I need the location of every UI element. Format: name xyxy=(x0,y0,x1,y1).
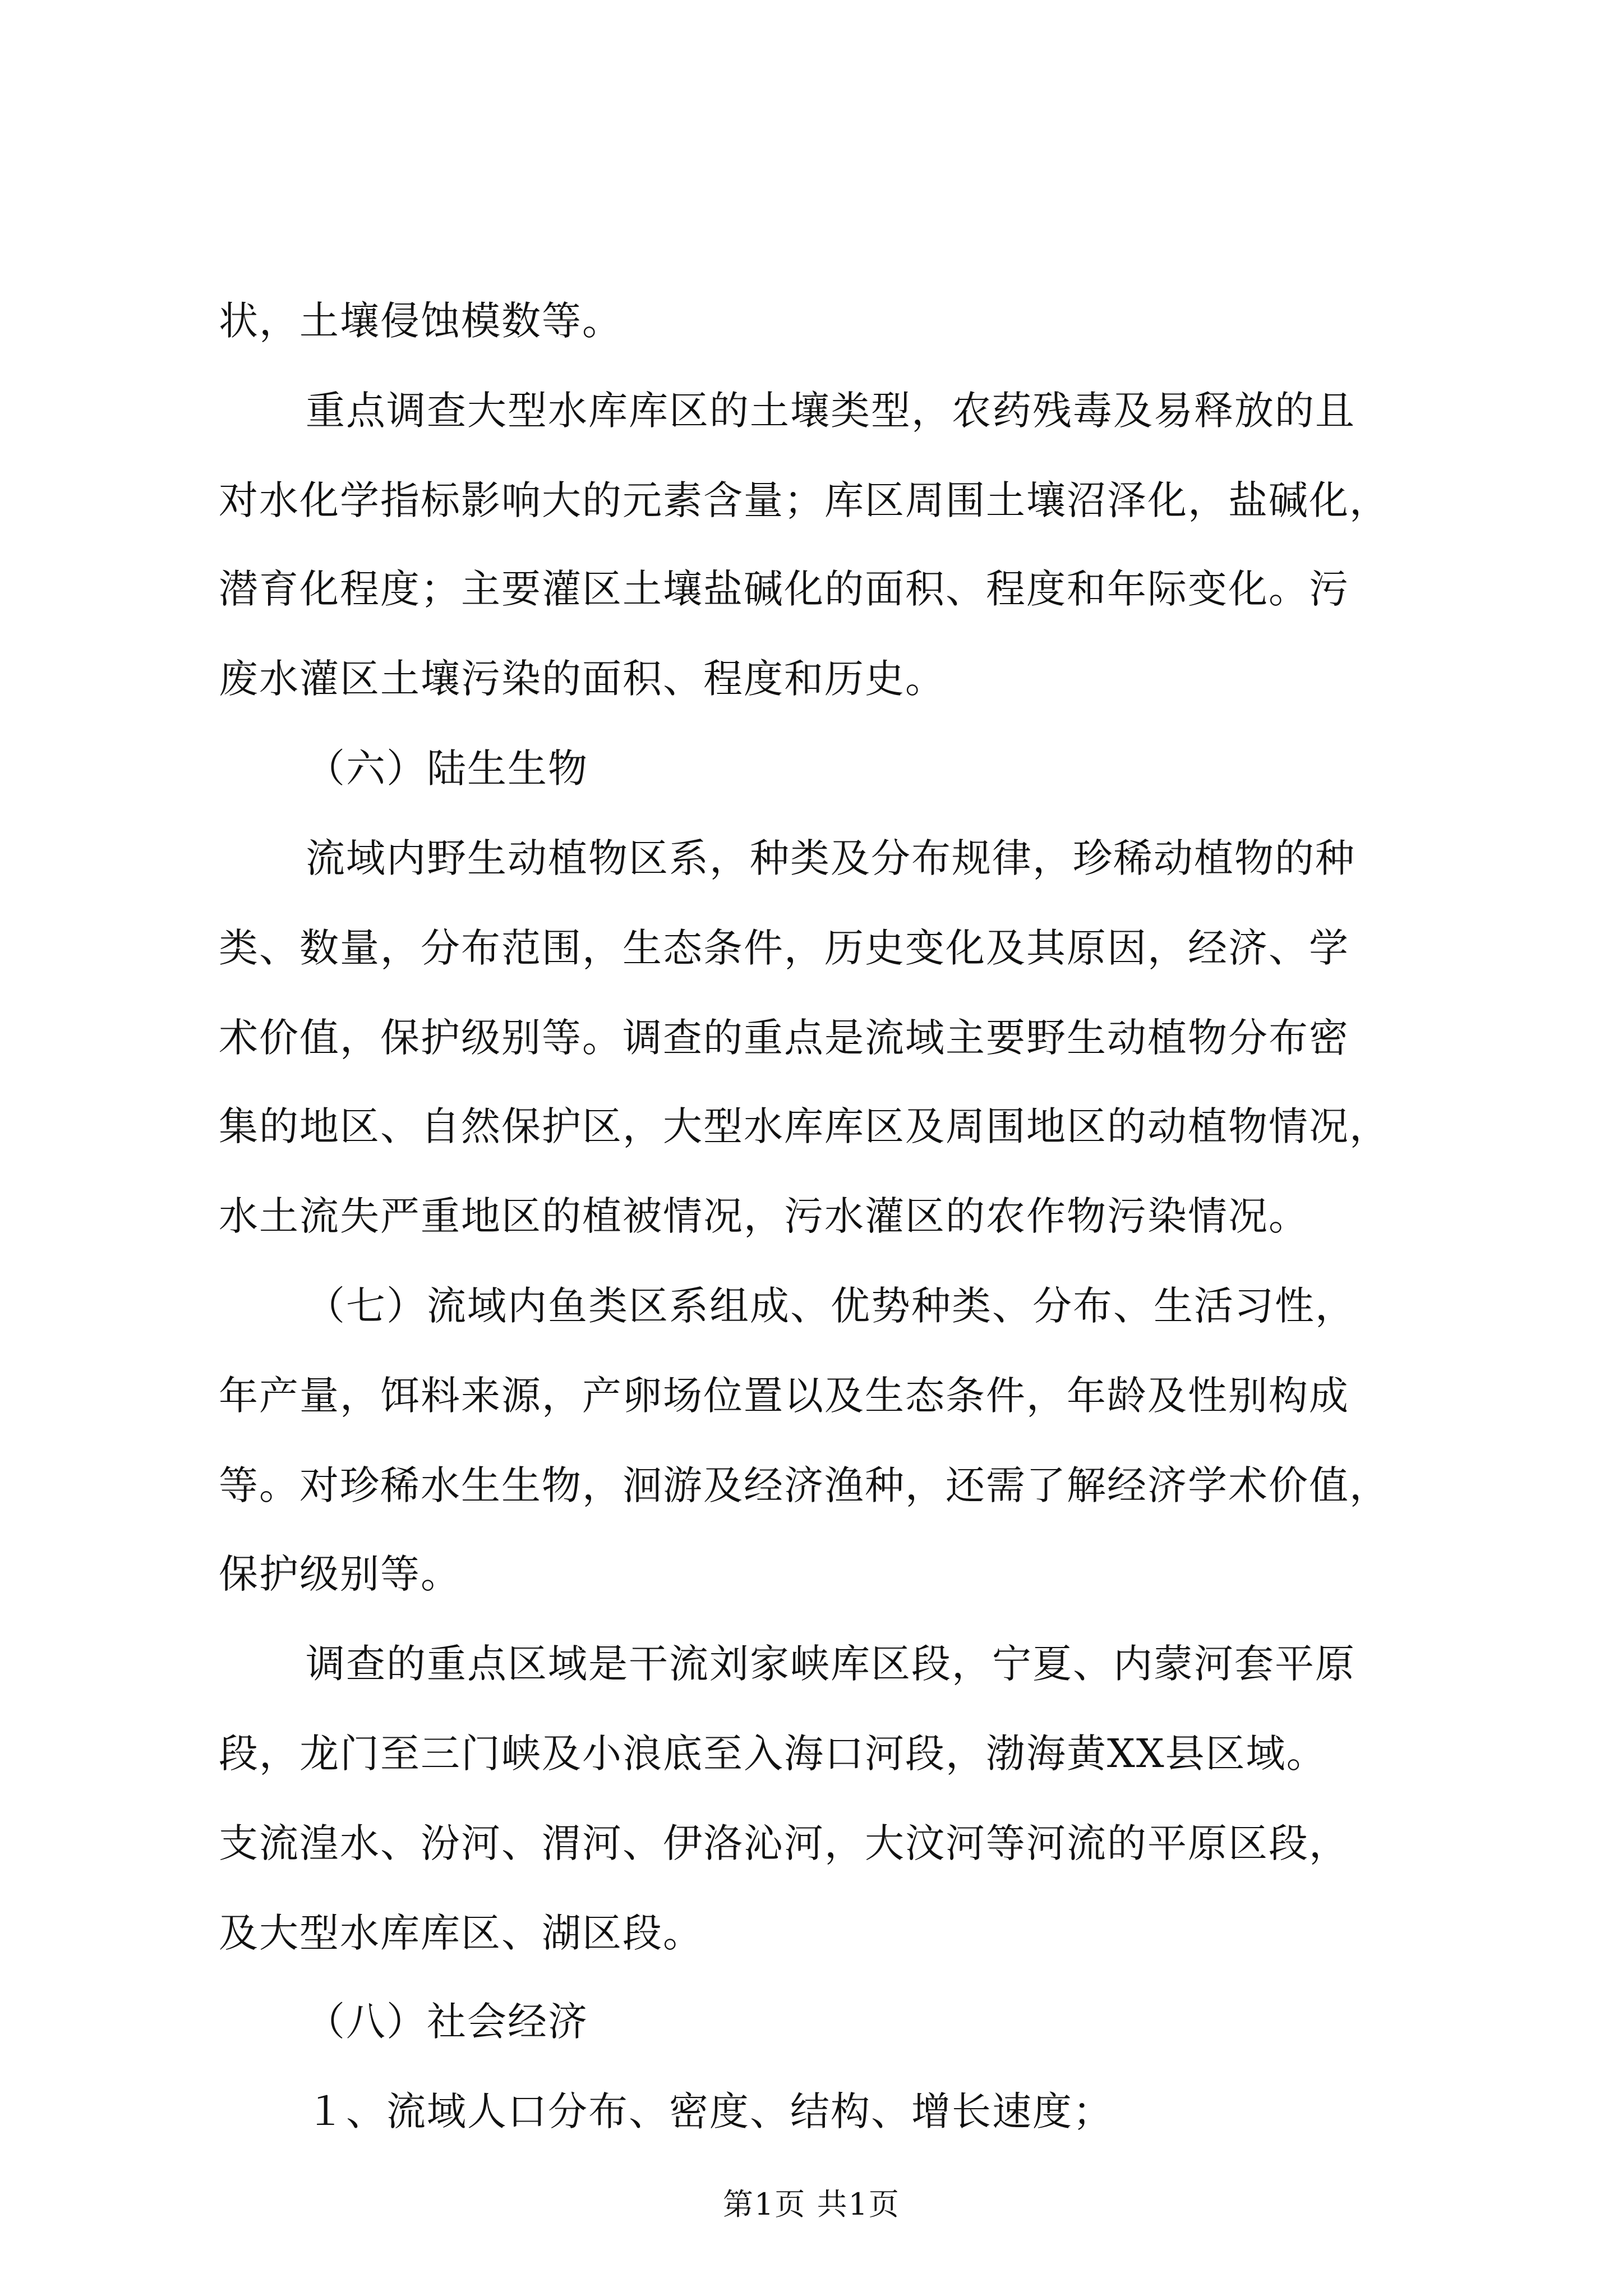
page-footer: 第1页 共1页 xyxy=(723,2187,900,2222)
text-line-18: 支流湟水、汾河、渭河、伊洛沁河，大汶河等河流的平原区段， xyxy=(219,1820,1349,1866)
text-line-16: 调查的重点区域是干流刘家峡库区段，宁夏、内蒙河套平原 xyxy=(306,1641,1355,1687)
text-line-11: 水土流失严重地区的植被情况，污水灌区的农作物污染情况。 xyxy=(219,1193,1309,1239)
text-line-2: 重点调查大型水库库区的土壤类型，农药残毒及易释放的且 xyxy=(306,388,1355,434)
text-line-5: 废水灌区土壤污染的面积、程度和历史。 xyxy=(219,656,946,702)
text-line-21: １、流域人口分布、密度、结构、增长速度； xyxy=(306,2088,1113,2134)
section-heading-six: （六）陆生生物 xyxy=(306,746,588,792)
text-line-7: 流域内野生动植物区系，种类及分布规律，珍稀动植物的种 xyxy=(306,835,1355,881)
text-line-9: 术价值，保护级别等。调查的重点是流域主要野生动植物分布密 xyxy=(219,1015,1349,1061)
section-heading-seven: （七）流域内鱼类区系组成、优势种类、分布、生活习性， xyxy=(306,1283,1355,1329)
text-line-4: 潜育化程度；主要灌区土壤盐碱化的面积、程度和年际变化。污 xyxy=(219,566,1349,612)
text-line-13: 年产量，饵料来源，产卵场位置以及生态条件，年龄及性别构成 xyxy=(219,1373,1349,1419)
text-line-17: 段，龙门至三门峡及小浪底至入海口河段，渤海黄XX县区域。 xyxy=(219,1731,1327,1777)
text-line-10: 集的地区、自然保护区，大型水库库区及周围地区的动植物情况， xyxy=(219,1103,1390,1149)
text-line-19: 及大型水库库区、湖区段。 xyxy=(219,1910,703,1956)
section-heading-eight: （八）社会经济 xyxy=(306,1999,588,2045)
text-line-14: 等。对珍稀水生生物，洄游及经济渔种，还需了解经济学术价值， xyxy=(219,1462,1390,1508)
text-line-3: 对水化学指标影响大的元素含量；库区周围土壤沼泽化，盐碱化， xyxy=(219,477,1390,523)
text-line-1: 状，土壤侵蚀模数等。 xyxy=(219,298,623,344)
text-line-8: 类、数量，分布范围，生态条件，历史变化及其原因，经济、学 xyxy=(219,925,1349,971)
text-line-15: 保护级别等。 xyxy=(219,1551,461,1597)
